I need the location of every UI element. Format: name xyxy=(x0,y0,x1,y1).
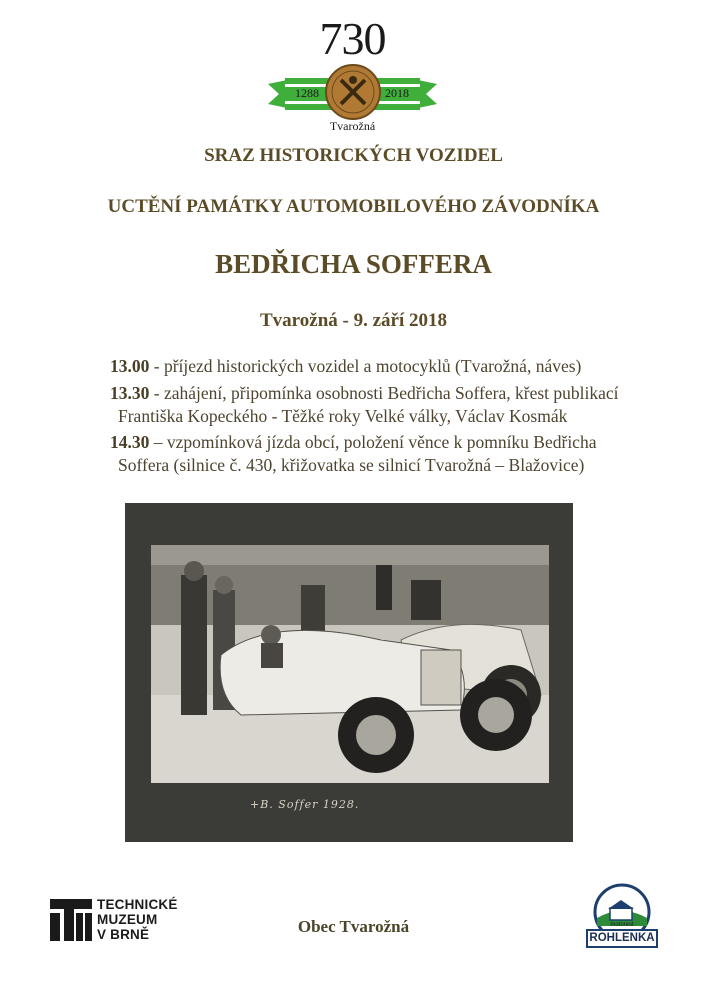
logo-number: 730 xyxy=(319,13,386,64)
logo-year-right: 2018 xyxy=(385,86,409,100)
rohlenka-logo xyxy=(583,882,661,952)
schedule-text-continued: Soffera (silnice č. 430, křižovatka se silnicí Tvarožná – Blažovice) xyxy=(118,455,585,475)
schedule-time: 13.00 xyxy=(110,356,150,376)
photo-caption: +B. Soffer 1928. xyxy=(250,798,360,811)
schedule-item xyxy=(110,382,619,405)
schedule xyxy=(110,355,690,480)
schedule-text-continued: Františka Kopeckého - Těžké roky Velké války, Václav Kosmák xyxy=(118,406,568,426)
schedule-text: – vzpomínková jízda obcí, položení věnce k pomníku Bedřicha xyxy=(149,432,597,452)
logo-town: Tvarožná xyxy=(329,119,376,133)
schedule-text: - zahájení, připomínka osobnosti Bedřicha Soffera, křest publikací xyxy=(149,383,619,403)
museum-line-1: TECHNICKÉ xyxy=(97,897,178,912)
heading-rally: SRAZ HISTORICKÝCH VOZIDEL xyxy=(204,145,503,166)
anniversary-logo xyxy=(265,13,440,138)
museum-line-2: MUZEUM xyxy=(97,912,158,927)
rohlenka-text: ROHLENKA xyxy=(589,932,655,944)
museum-line-3: V BRNĚ xyxy=(97,927,150,942)
heading-commemoration: UCTĚNÍ PAMÁTKY AUTOMOBILOVÉHO ZÁVODNÍKA xyxy=(107,196,600,217)
schedule-item xyxy=(110,355,581,378)
photo-illustration xyxy=(151,545,549,783)
schedule-text: - příjezd historických vozidel a motocyklů (Tvarožná, náves) xyxy=(149,356,582,376)
logo-year-left: 1288 xyxy=(295,86,319,100)
heading-name: BEDŘICHA SOFFERA xyxy=(215,249,492,279)
schedule-time: 14.30 xyxy=(110,432,150,452)
schedule-time: 13.30 xyxy=(110,383,150,403)
historic-race-car-photo xyxy=(151,545,549,783)
rohlenka-small-text: motorest xyxy=(610,922,634,928)
schedule-item xyxy=(110,431,596,454)
municipality-name: Obec Tvarožná xyxy=(297,917,410,936)
date-place: Tvarožná - 9. září 2018 xyxy=(260,310,447,331)
